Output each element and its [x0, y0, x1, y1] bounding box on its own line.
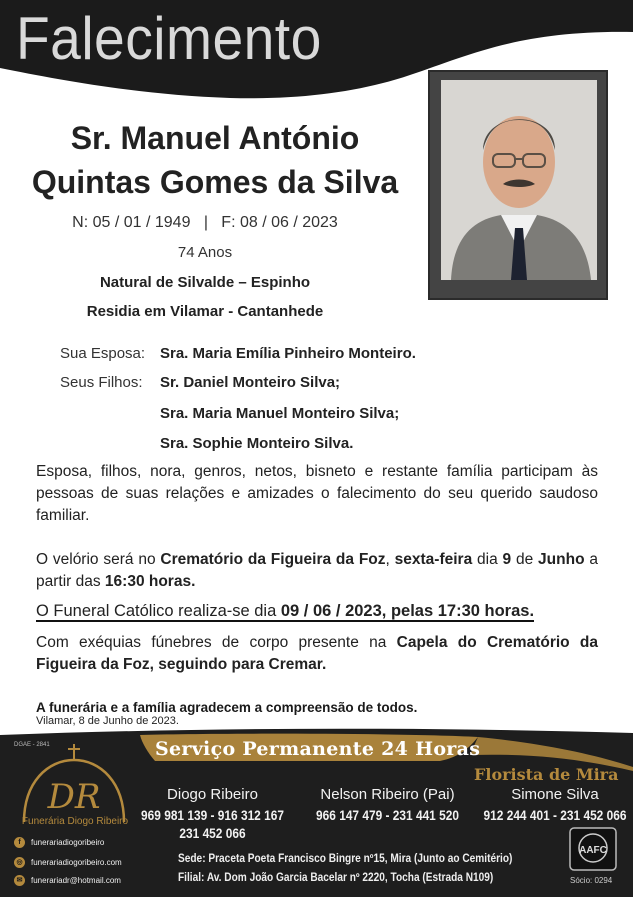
facebook-icon: f: [14, 837, 25, 848]
contact-name: Nelson Ribeiro (Pai): [320, 786, 455, 803]
contact-name: Simone Silva: [511, 786, 599, 803]
svg-text:DR: DR: [47, 777, 101, 817]
mail-icon: ✉: [14, 875, 25, 886]
announcement-paragraph: Esposa, filhos, nora, genros, netos, bisneto e restante família participam às pessoas de suas relações e amizades o falecimento do seu querido saudoso familiar.: [36, 463, 598, 524]
funeral-paragraph: O Funeral Católico realiza-se dia 09 / 06 / 2023, pelas 17:30 horas.: [36, 602, 535, 620]
wake-paragraph: O velório será no Crematório da Figueira da Foz, sexta-feira dia 9 de Junho a partir das 16:30 horas.: [36, 551, 598, 590]
birth-death-dates: N: 05 / 01 / 1949 | F: 08 / 06 / 2023: [72, 214, 338, 231]
logo-subtitle: Funerária Diogo Ribeiro: [21, 816, 129, 827]
page-title: Falecimento: [16, 5, 322, 72]
globe-icon: ◎: [14, 857, 25, 868]
association-badge: [568, 826, 618, 872]
deceased-name-line1: Sr. Manuel António: [70, 120, 360, 156]
contact-name: Diogo Ribeiro: [167, 786, 258, 803]
child-name: Sra. Sophie Monteiro Silva.: [160, 435, 354, 452]
exequies-paragraph: Com exéquias fúnebres de corpo presente na Capela do Crematório da Figueira da Foz, seguindo para Cremar.: [36, 634, 598, 673]
funeral-home-logo: [18, 742, 130, 826]
florist-name: Florista de Mira: [474, 765, 619, 784]
publication-date: Vilamar, 8 de Junho de 2023.: [36, 715, 179, 727]
branch-address: Filial: Av. Dom João Garcia Bacelar nº 2220, Tocha (Estrada N109): [178, 872, 494, 884]
residence: Residia em Vilamar - Cantanhede: [86, 303, 324, 320]
wife-label: Sua Esposa:: [60, 345, 146, 362]
member-number: Sócio: 0294: [570, 876, 613, 885]
thanks-note: A funerária e a família agradecem a compreensão de todos.: [36, 700, 418, 715]
svg-text:AAFC: AAFC: [579, 845, 607, 856]
email-link[interactable]: ✉ funerariadr@hotmail.com: [14, 875, 121, 886]
contact-numbers[interactable]: 966 147 479 - 231 441 520: [316, 807, 459, 823]
deceased-name-line2: Quintas Gomes da Silva: [31, 164, 399, 200]
dgae-code: DGAE - 2841: [14, 742, 50, 748]
child-name: Sr. Daniel Monteiro Silva;: [160, 374, 341, 391]
contact-numbers[interactable]: 969 981 139 - 916 312 167 231 452 066: [141, 807, 284, 841]
service-banner: Serviço Permanente 24 Horas: [155, 738, 481, 760]
website-link[interactable]: ◎ funerariadiogoribeiro.com: [14, 857, 122, 868]
age: 74 Anos: [177, 244, 233, 261]
birthplace: Natural de Silvalde – Espinho: [99, 274, 311, 291]
children-label: Seus Filhos:: [60, 374, 143, 391]
contact-numbers[interactable]: 912 244 401 - 231 452 066: [483, 807, 627, 823]
child-name: Sra. Maria Manuel Monteiro Silva;: [160, 405, 400, 422]
portrait-photo: [441, 80, 597, 280]
headquarters-address: Sede: Praceta Poeta Francisco Bingre nº15, Mira (Junto ao Cemitério): [178, 853, 513, 865]
facebook-link[interactable]: f funerariadiogoribeiro: [14, 837, 104, 848]
wife-name: Sra. Maria Emília Pinheiro Monteiro.: [160, 345, 416, 362]
